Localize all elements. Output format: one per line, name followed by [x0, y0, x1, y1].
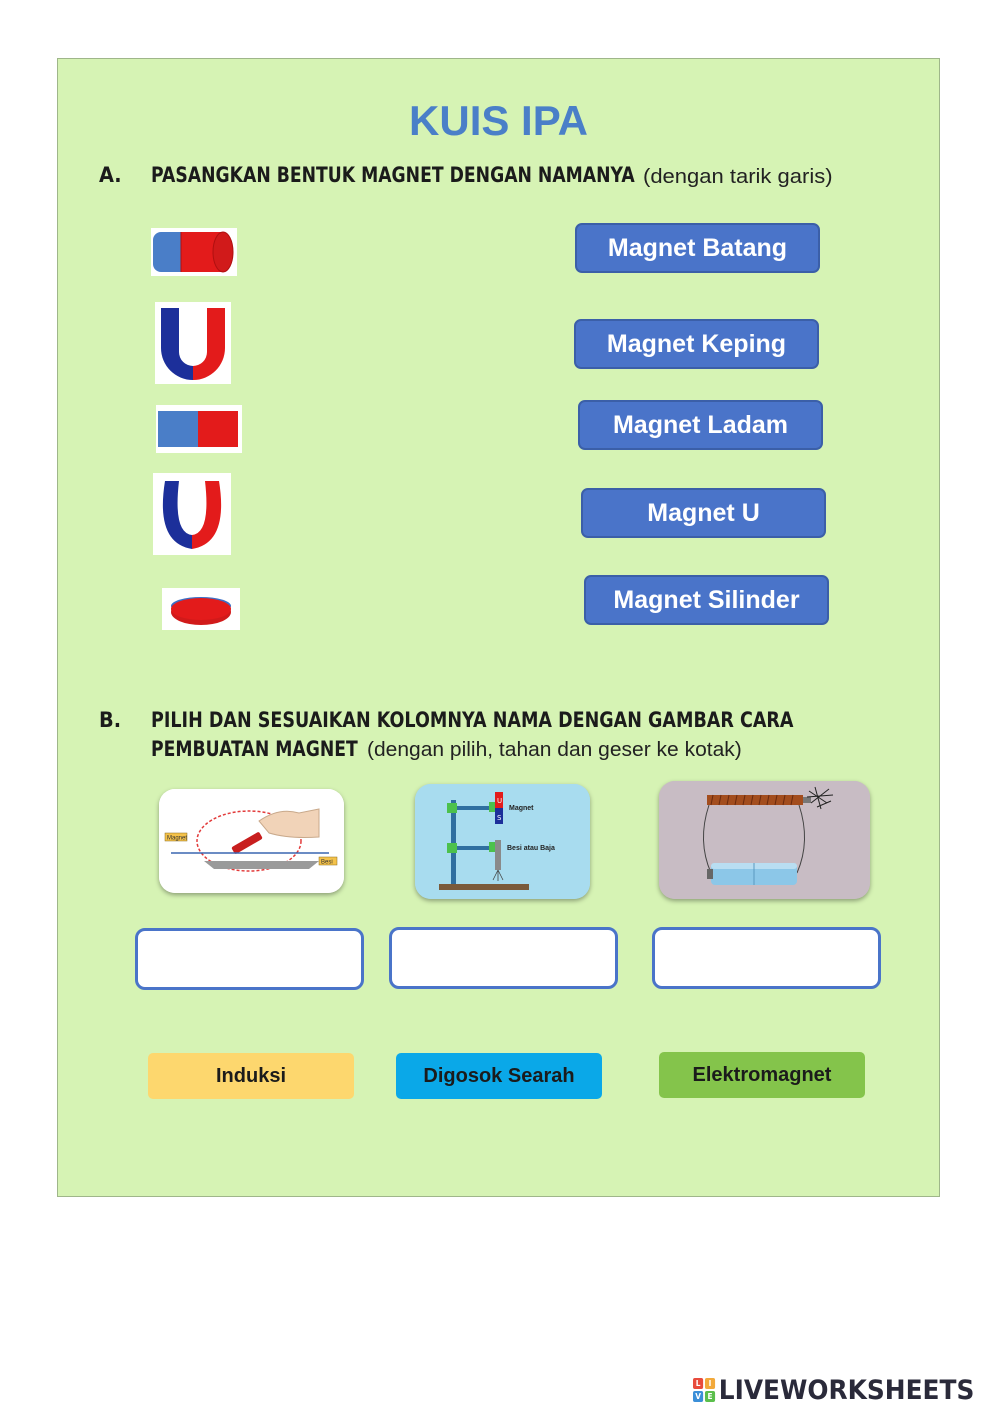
page-title: KUIS IPA: [409, 97, 588, 144]
section-a-heading: PASANGKAN BENTUK MAGNET DENGAN NAMANYA: [151, 163, 635, 187]
option-magnet-keping[interactable]: Magnet Keping: [574, 319, 819, 369]
section-a-letter: A.: [99, 163, 122, 187]
drop-box-2[interactable]: [389, 927, 618, 989]
induction-label-besi: Besi atau Baja: [507, 845, 555, 852]
mark-letter-v: V: [693, 1391, 703, 1402]
disc-magnet-image: [162, 588, 240, 630]
answer-chip-digosok-searah[interactable]: Digosok Searah: [396, 1053, 602, 1099]
section-b-heading-line2-row: [151, 737, 403, 761]
option-magnet-u[interactable]: Magnet U: [581, 488, 826, 538]
option-magnet-batang[interactable]: Magnet Batang: [575, 223, 820, 273]
flat-bar-magnet-image: [156, 405, 242, 453]
electromagnet-method-image: [659, 781, 870, 899]
option-magnet-silinder[interactable]: Magnet Silinder: [584, 575, 829, 625]
induction-label-magnet: Magnet: [509, 805, 534, 812]
section-b-heading-line1: PILIH DAN SESUAIKAN KOLOMNYA NAMA DENGAN GAMBAR CARA: [151, 708, 794, 732]
option-magnet-ladam[interactable]: Magnet Ladam: [578, 400, 823, 450]
mark-letter-i: I: [705, 1378, 715, 1389]
drop-box-3[interactable]: [652, 927, 881, 989]
section-a-note: (dengan tarik garis): [643, 166, 833, 188]
section-b-letter: B.: [99, 708, 122, 732]
worksheet-page: [57, 58, 940, 1197]
answer-chip-elektromagnet[interactable]: Elektromagnet: [659, 1052, 865, 1098]
liveworksheets-mark-icon: [693, 1378, 715, 1402]
brand-text: LIVEWORKSHEETS: [718, 1374, 975, 1406]
mark-letter-l: L: [693, 1378, 703, 1389]
mark-letter-e: E: [705, 1391, 715, 1402]
induction-pole-u: U: [497, 797, 503, 805]
rubbing-method-image: [159, 789, 344, 893]
induction-pole-s: S: [497, 814, 502, 822]
rubbing-label-magnet: Magnet: [167, 835, 188, 842]
bar-cylinder-magnet-image: [151, 228, 237, 276]
horseshoe-magnet-image: [155, 302, 231, 384]
rubbing-label-besi: Besi: [321, 859, 333, 866]
liveworksheets-logo: [693, 1374, 974, 1406]
drop-box-1[interactable]: [135, 928, 364, 990]
u-magnet-image: [153, 473, 231, 555]
answer-chip-induksi[interactable]: Induksi: [148, 1053, 354, 1099]
induction-method-image: [415, 784, 590, 899]
section-b-note: (dengan pilih, tahan dan geser ke kotak): [367, 739, 742, 761]
section-b-heading-line2: PEMBUATAN MAGNET: [151, 737, 358, 761]
